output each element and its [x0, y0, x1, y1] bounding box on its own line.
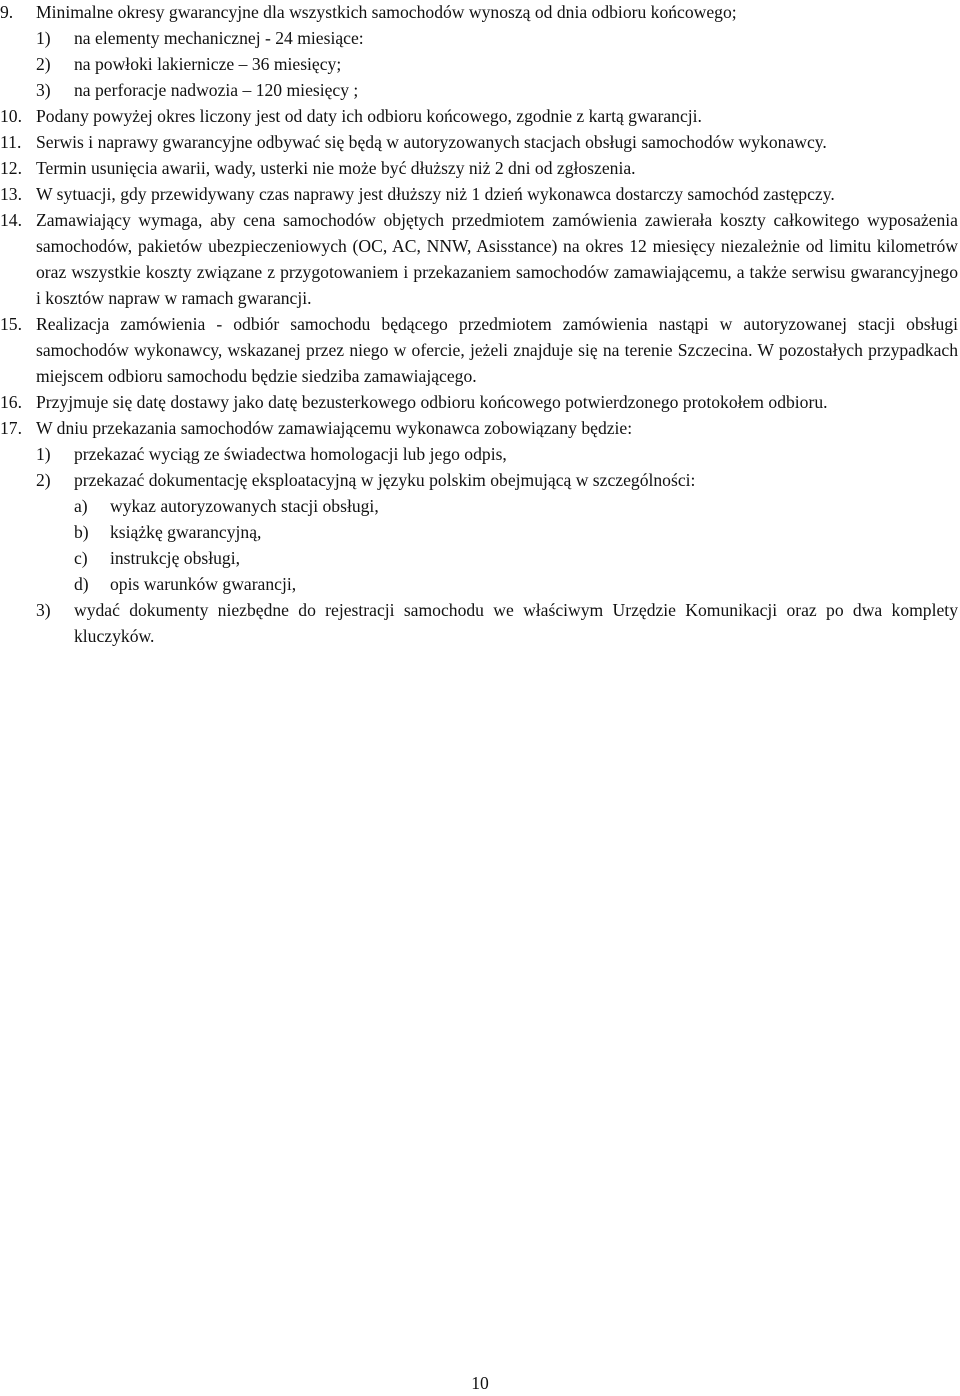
item-number: 1)	[36, 28, 51, 48]
list-item	[0, 597, 960, 649]
list-item	[0, 493, 960, 519]
list-item	[0, 571, 960, 597]
item-number: 14.	[0, 210, 22, 230]
item-text: przekazać dokumentację eksploatacyjną w języku polskim obejmującą w szczególności:	[74, 470, 696, 490]
item-text: na perforacje nadwozia – 120 miesięcy ;	[74, 80, 359, 100]
item-number: 12.	[0, 158, 22, 178]
item-text: W dniu przekazania samochodów zamawiającemu wykonawca zobowiązany będzie:	[36, 418, 633, 438]
list-item	[0, 0, 960, 25]
list-item	[0, 207, 960, 311]
item-number: 9.	[0, 2, 14, 22]
item-number: 2)	[36, 54, 51, 74]
item-number: 10.	[0, 106, 22, 126]
list-item	[0, 389, 960, 415]
list-item	[0, 545, 960, 571]
list-item	[0, 103, 960, 129]
item-text: na elementy mechanicznej - 24 miesiące:	[74, 28, 364, 48]
item-text: Minimalne okresy gwarancyjne dla wszystkich samochodów wynoszą od dnia odbioru końcowego;	[36, 2, 737, 22]
page-number: 10	[471, 1373, 489, 1393]
item-text: wykaz autoryzowanych stacji obsługi,	[110, 496, 379, 516]
item-number: a)	[74, 496, 88, 516]
list-item	[0, 181, 960, 207]
list-item	[0, 129, 960, 155]
list-item	[0, 77, 960, 103]
item-text: przekazać wyciąg ze świadectwa homologacji lub jego odpis,	[74, 444, 507, 464]
list-item	[0, 311, 960, 389]
item-number: c)	[74, 548, 88, 568]
item-number: 13.	[0, 184, 22, 204]
list-item	[0, 441, 960, 467]
item-number: 16.	[0, 392, 22, 412]
item-number: b)	[74, 522, 89, 542]
item-number: 1)	[36, 444, 51, 464]
list-item	[0, 519, 960, 545]
list-item	[0, 51, 960, 77]
item-number: 11.	[0, 132, 22, 152]
document-body	[0, 0, 960, 649]
item-text: opis warunków gwarancji,	[110, 574, 297, 594]
item-number: 3)	[36, 600, 51, 620]
list-item	[0, 415, 960, 441]
item-number: 2)	[36, 470, 51, 490]
item-number: 15.	[0, 314, 22, 334]
item-text: wydać dokumenty niezbędne do rejestracji samochodu we właściwym Urzędzie Komunikacji oraz po dwa komplety kluczyków.	[74, 600, 958, 646]
item-text: Realizacja zamówienia - odbiór samochodu będącego przedmiotem zamówienia nastąpi w autoryzowanej stacji obsługi samochodów wykonawcy, wskazanej przez niego w ofercie, jeżeli znajduje się na terenie Szczecina. W pozostałych przypadkach miejscem odbioru samochodu będzie siedziba zamawiającego.	[36, 314, 958, 386]
list-item	[0, 155, 960, 181]
list-item	[0, 25, 960, 51]
item-text: Zamawiający wymaga, aby cena samochodów objętych przedmiotem zamówienia zawierała koszty całkowitego wyposażenia samochodów, pakietów ubezpieczeniowych (OC, AC, NNW, Asisstance) na okres 12 miesięcy niezależnie od limitu kilometrów oraz wszystkie koszty związane z przygotowaniem i przekazaniem samochodów zamawiającemu, a także serwisu gwarancyjnego i kosztów napraw w ramach gwarancji.	[36, 210, 958, 308]
item-text: Termin usunięcia awarii, wady, usterki nie może być dłuższy niż 2 dni od zgłoszenia.	[36, 158, 636, 178]
item-text: Serwis i naprawy gwarancyjne odbywać się będą w autoryzowanych stacjach obsługi samochodów wykonawcy.	[36, 132, 827, 152]
item-number: 3)	[36, 80, 51, 100]
item-text: książkę gwarancyjną,	[110, 522, 262, 542]
item-text: Przyjmuje się datę dostawy jako datę bezusterkowego odbioru końcowego potwierdzonego protokołem odbioru.	[36, 392, 828, 412]
item-text: na powłoki lakiernicze – 36 miesięcy;	[74, 54, 342, 74]
list-item	[0, 467, 960, 493]
item-number: d)	[74, 574, 89, 594]
item-text: Podany powyżej okres liczony jest od daty ich odbioru końcowego, zgodnie z kartą gwarancji.	[36, 106, 702, 126]
item-number: 17.	[0, 418, 22, 438]
item-text: W sytuacji, gdy przewidywany czas naprawy jest dłuższy niż 1 dzień wykonawca dostarczy samochód zastępczy.	[36, 184, 835, 204]
item-text: instrukcję obsługi,	[110, 548, 240, 568]
